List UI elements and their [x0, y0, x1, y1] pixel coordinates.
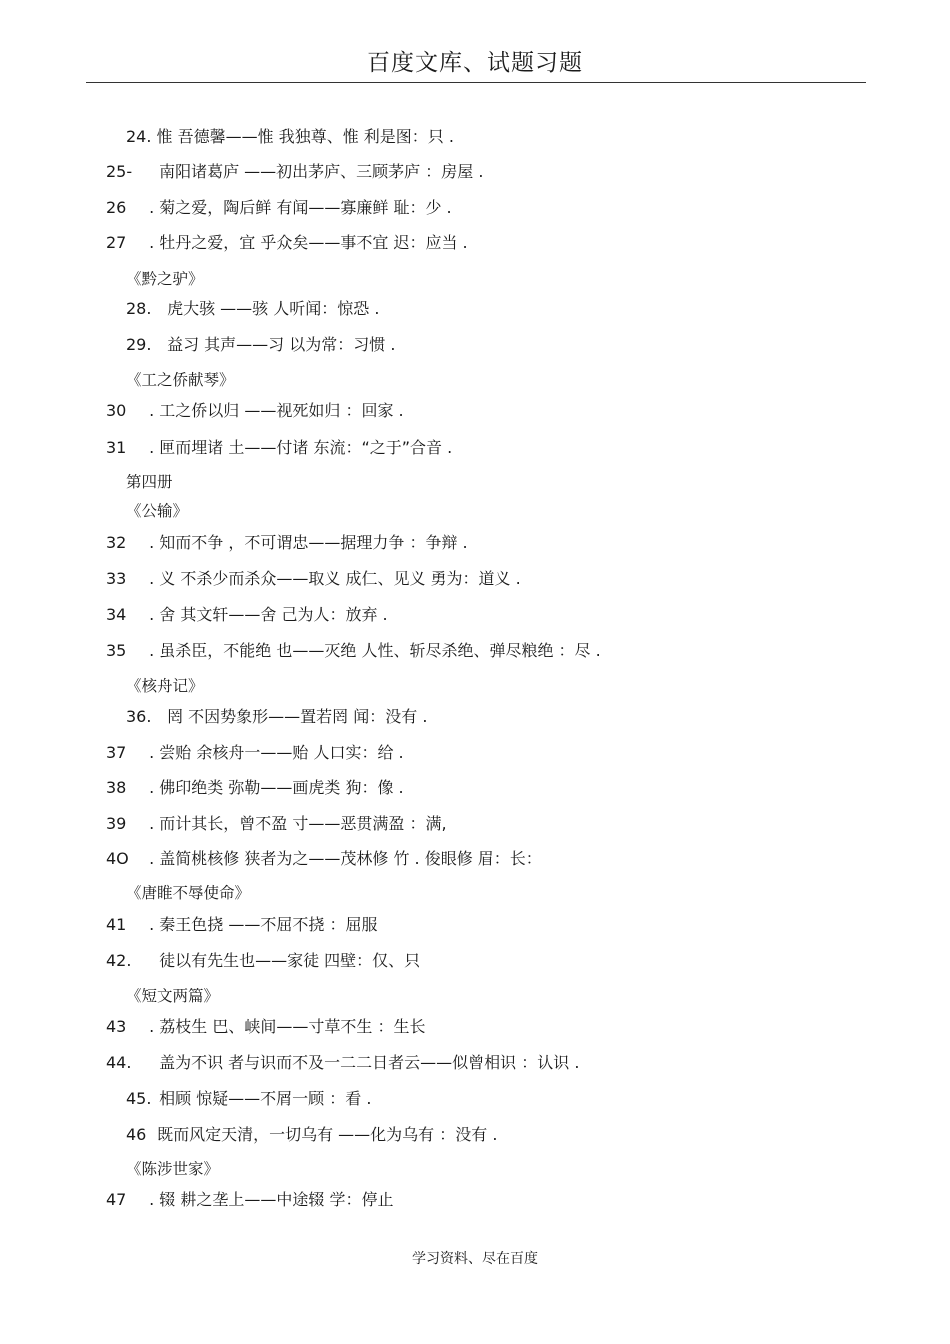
list-item	[106, 162, 483, 182]
list-item	[106, 401, 404, 421]
item-text: . 义 不杀少而杀众——取义 成仁、见义 勇为：道义 .	[149, 569, 521, 588]
item-number: 30	[106, 401, 127, 420]
item-number: 42.	[106, 951, 132, 970]
list-item	[126, 707, 427, 727]
list-item	[126, 335, 395, 355]
list-item	[106, 198, 452, 218]
item-text: . 盖简桃核修 狭者为之——茂林修 竹 . 俊眼修 眉：长：	[149, 849, 542, 868]
item-number: 27	[106, 233, 127, 252]
item-text: . 秦王色挠 ——不屈不挠 ：屈服	[149, 915, 378, 934]
item-number: 34	[106, 605, 127, 624]
section-heading: 《工之侨献琴》	[126, 371, 235, 389]
list-item	[106, 1017, 425, 1037]
list-item	[106, 233, 468, 253]
list-item	[126, 299, 379, 319]
item-text: . 工之侨以归 ——视死如归 ：回家 .	[149, 401, 404, 420]
list-item	[126, 127, 454, 147]
item-text: 罔 不因势象形——置若罔 闻：没有 .	[167, 707, 428, 726]
section-heading: 《陈涉世家》	[126, 1160, 220, 1178]
list-item	[106, 569, 521, 589]
item-number: 37	[106, 743, 127, 762]
item-text: 惟 吾德馨——惟 我独尊、惟 利是图：只 .	[156, 127, 454, 146]
item-text: . 而计其长，曾不盈 寸——恶贯满盈 ：满,	[149, 814, 447, 833]
header-title: 百度文库、试题习题	[367, 50, 583, 76]
section-heading: 《公输》	[126, 502, 189, 520]
item-number: 24.	[126, 127, 152, 146]
list-item	[106, 814, 447, 834]
item-text: . 虽杀臣，不能绝 也——灭绝 人性、斩尽杀绝、弹尽粮绝 ：尽 .	[149, 641, 601, 660]
item-number: 32	[106, 533, 127, 552]
item-text: 虎大骇 ——骇 人听闻：惊恐 .	[167, 299, 380, 318]
list-item	[106, 605, 388, 625]
item-text: . 尝贻 余核舟一——贻 人口实：给 .	[149, 743, 404, 762]
item-number: 28.	[126, 299, 152, 318]
item-number: 25-	[106, 162, 133, 181]
section-heading: 《短文两篇》	[126, 987, 220, 1005]
item-number: 44.	[106, 1053, 132, 1072]
item-text: . 荔枝生 巴、峡间——寸草不生 ：生长	[149, 1017, 426, 1036]
list-item	[106, 778, 404, 798]
list-item	[106, 641, 601, 661]
section-heading: 《黔之驴》	[126, 270, 204, 288]
item-number: 31	[106, 438, 127, 457]
list-item	[106, 1190, 393, 1210]
list-item	[106, 1053, 579, 1073]
list-item	[106, 915, 377, 935]
item-number: 47	[106, 1190, 127, 1209]
item-text: 益习 其声——习 以为常：习惯 .	[167, 335, 396, 354]
header-divider	[86, 82, 866, 83]
item-text: . 菊之爱，陶后鲜 有闻——寡廉鲜 耻：少 .	[149, 198, 452, 217]
section-heading: 《唐睢不辱使命》	[126, 884, 251, 902]
list-item	[106, 743, 404, 763]
section-heading: 《核舟记》	[126, 677, 204, 695]
item-number: 4O	[106, 849, 129, 868]
item-text: 既而风定天清，一切乌有 ——化为乌有 ：没有 .	[157, 1125, 498, 1144]
item-number: 33	[106, 569, 127, 588]
item-text: . 辍 耕之垄上——中途辍 学：停止	[149, 1190, 394, 1209]
list-item	[106, 438, 452, 458]
list-item	[126, 1089, 371, 1109]
item-text: . 牡丹之爱，宜 乎众矣——事不宜 迟：应当 .	[149, 233, 468, 252]
item-number: 45.	[126, 1089, 152, 1108]
item-text: . 佛印绝类 弥勒——画虎类 狗：像 .	[149, 778, 404, 797]
item-number: 46	[126, 1125, 147, 1144]
item-number: 43	[106, 1017, 127, 1036]
list-item	[106, 951, 420, 971]
item-number: 35	[106, 641, 127, 660]
item-number: 29.	[126, 335, 152, 354]
list-item	[126, 1125, 497, 1145]
item-text: 相顾 惊疑——不屑一顾 ：看 .	[159, 1089, 372, 1108]
page-footer: 学习资料、尽在百度	[412, 1251, 538, 1267]
item-number: 41	[106, 915, 127, 934]
list-item	[106, 849, 542, 869]
item-text: . 匣而埋诸 土——付诸 东流：“之于”合音 .	[149, 438, 453, 457]
item-text: . 舍 其文轩——舍 己为人：放弃 .	[149, 605, 388, 624]
item-number: 36.	[126, 707, 152, 726]
item-text: . 知而不争 ，不可谓忠——据理力争 ：争辩 .	[149, 533, 468, 552]
section-heading: 第四册	[126, 473, 173, 491]
item-text: 徒以有先生也——家徒 四壁：仅、只	[159, 951, 421, 970]
item-number: 38	[106, 778, 127, 797]
item-text: 南阳诸葛庐 ——初出茅庐、三顾茅庐 ：房屋 .	[159, 162, 484, 181]
list-item	[106, 533, 468, 553]
item-text: 盖为不识 者与识而不及一二二日者云——似曾相识 ：认识 .	[159, 1053, 580, 1072]
item-number: 39	[106, 814, 127, 833]
item-number: 26	[106, 198, 127, 217]
